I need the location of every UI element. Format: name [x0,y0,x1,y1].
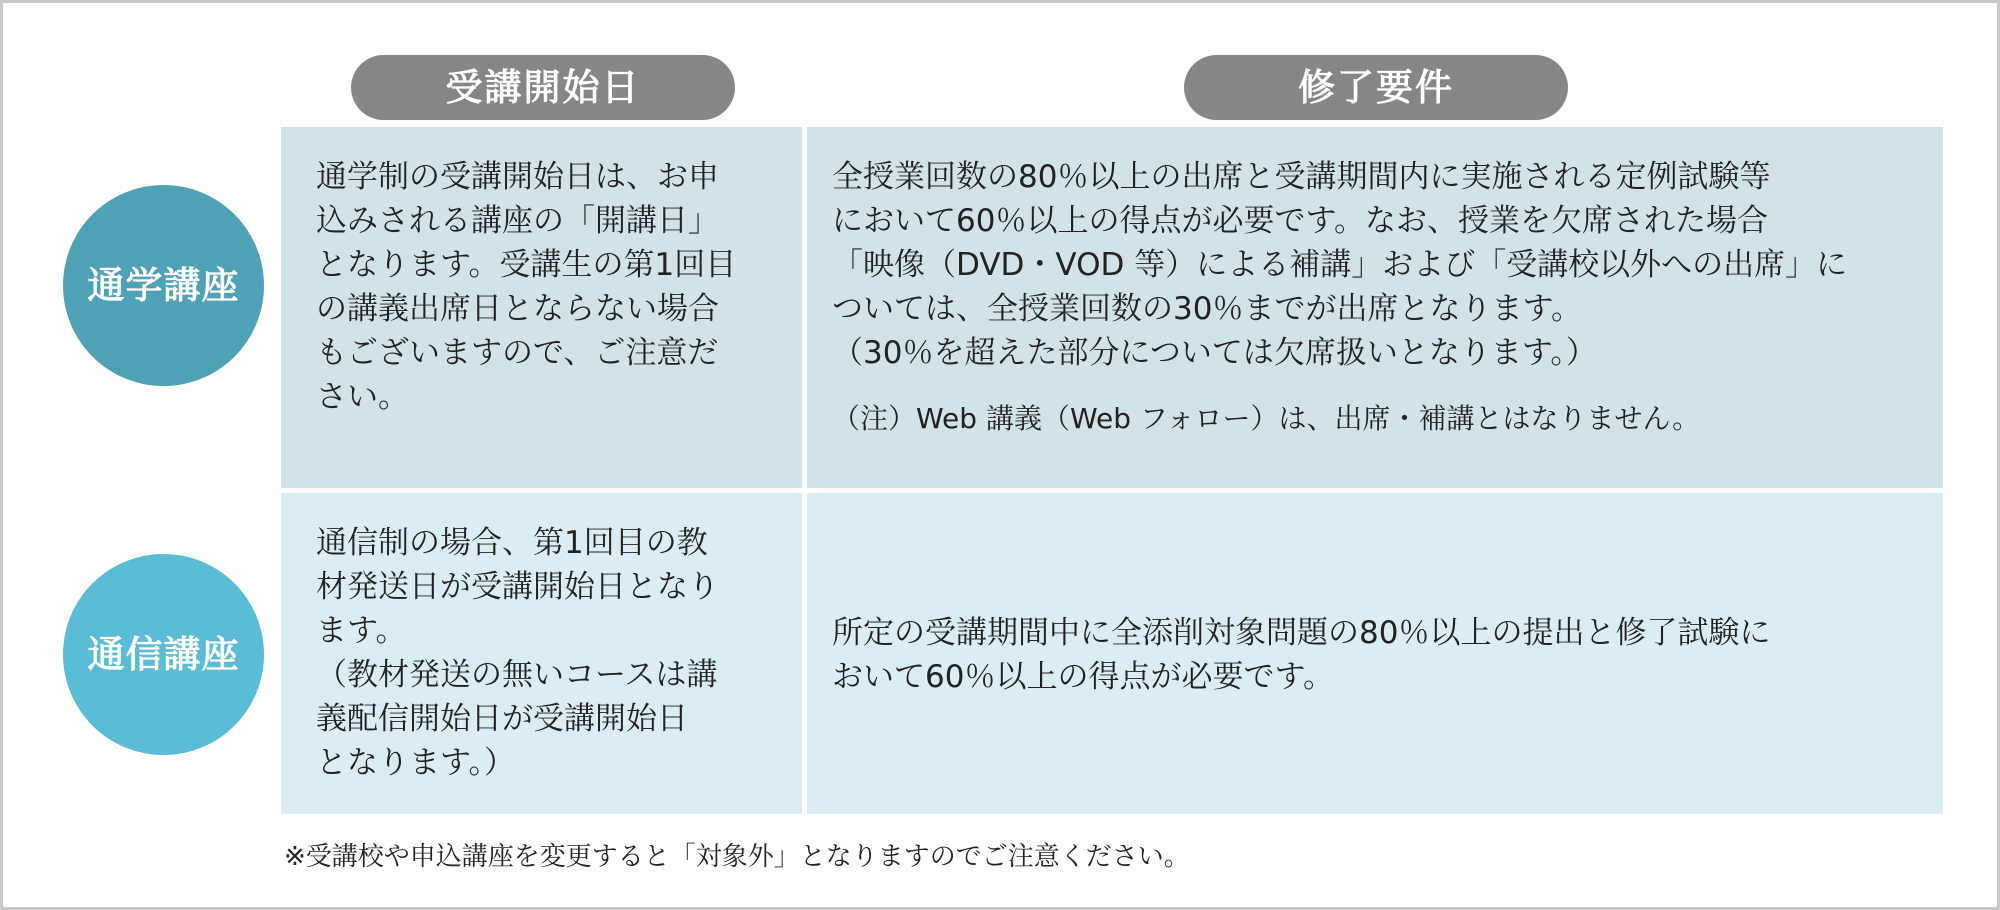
row-label-correspondence-course: 通信講座 [63,554,264,755]
column-header-completion: 修了要件 [1184,55,1568,120]
correspondence-requirement-text: 所定の受講期間中に全添削対象問題の80％以上の提出と修了試験に おいて60％以上の得点が必要です。 [832,615,1771,695]
commute-start-date-cell [281,127,802,488]
commute-start-date-text: 通学制の受講開始日は、お申 込みされる講座の「開講日」 となります。受講生の第1回目 の講義出席日とならない場合 もございますので、ご注意だ さい。 [316,159,737,415]
commute-requirement-note: （注）Web 講義（Web フォロー）は、出席・補講とはなりません。 [832,402,1701,435]
correspondence-requirement-cell [807,493,1943,814]
commute-requirement-cell [807,127,1943,488]
row-label-commute-course: 通学講座 [63,185,264,386]
commute-requirement-text: 全授業回数の80％以上の出席と受講期間内に実施される定例試験等 において60％以上の得点が必要です。なお、授業を欠席された場合 「映像（DVD・VOD 等）による補講」および「受講校以外への出席」に ついては、全授業回数の30％までが出席となります。 （30％を超えた部分については欠席扱いとなります。） [832,159,1848,371]
correspondence-start-date-text: 通信制の場合、第1回目の教 材発送日が受講開始日となり ます。 （教材発送の無いコースは講 義配信開始日が受講開始日 となります。） [316,525,719,781]
column-header-start-date: 受講開始日 [351,55,735,120]
footnote: ※受講校や申込講座を変更すると「対象外」となりますのでご注意ください。 [284,842,1190,872]
correspondence-start-date-cell [281,493,802,814]
